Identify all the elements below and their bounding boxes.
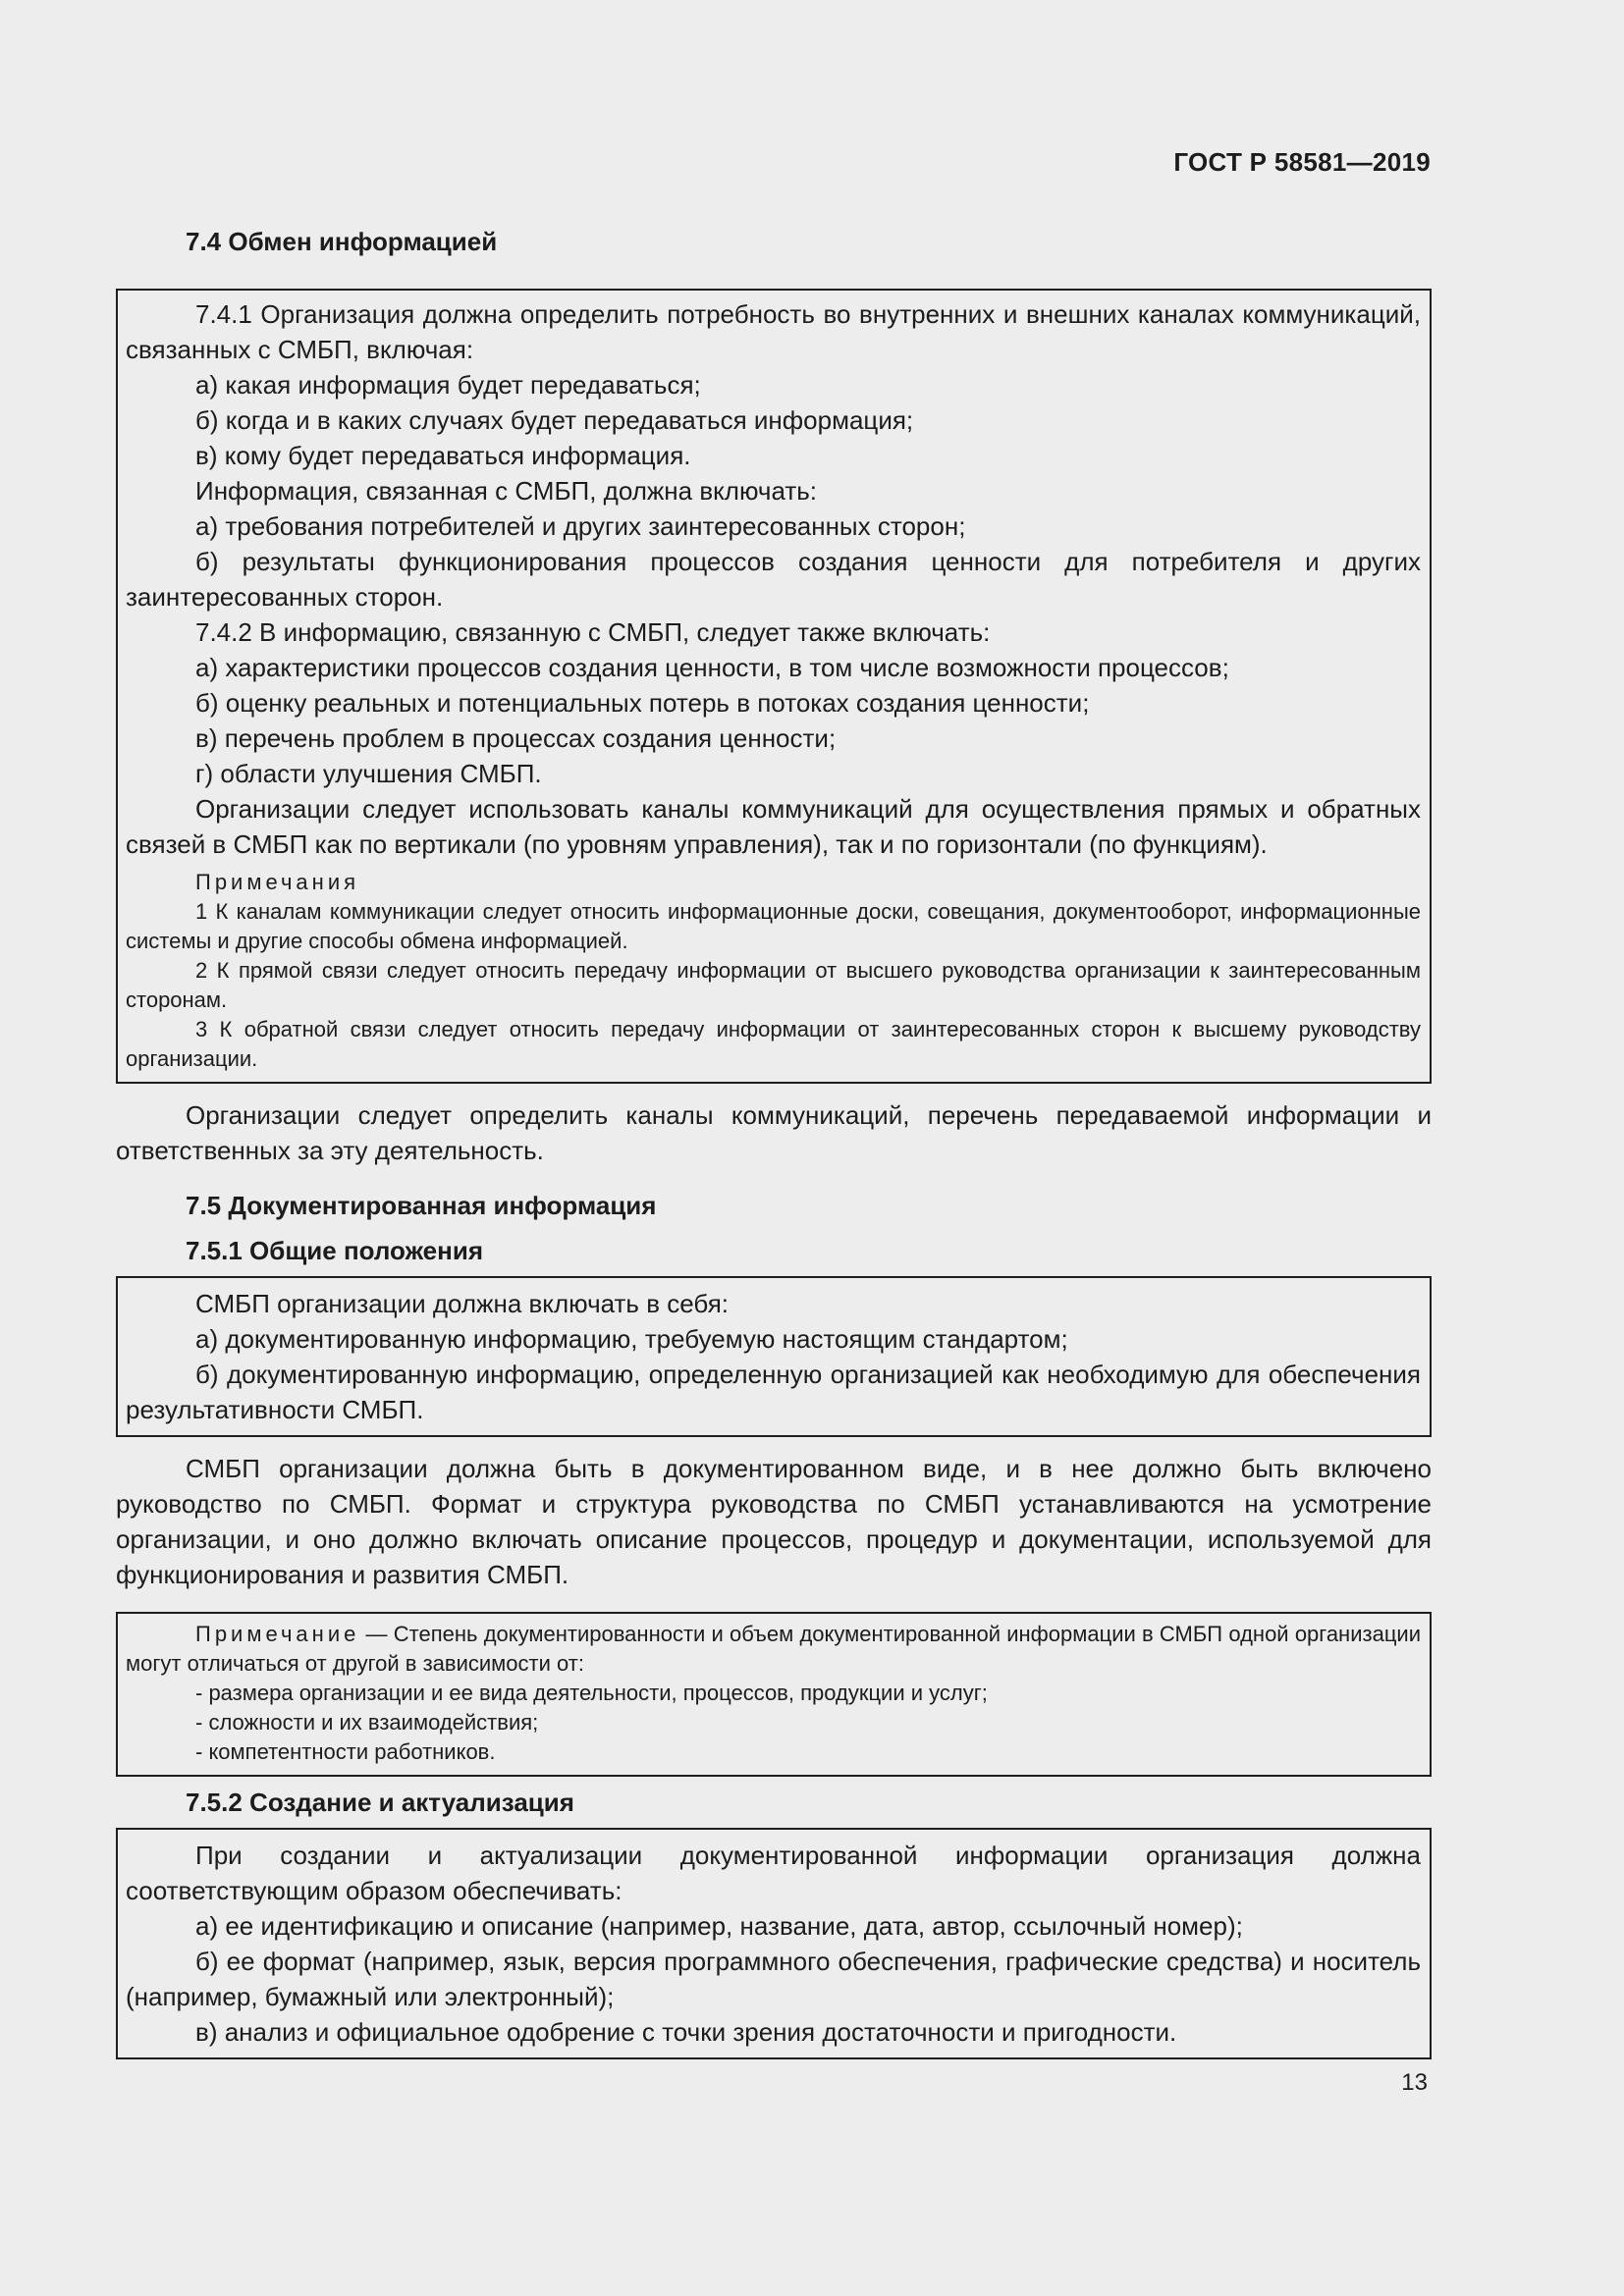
note-box [116,1612,1432,1777]
note-label: Примечание [195,1622,360,1646]
note-item: 2 К прямой связи следует относить передачу информации от высшего руководства организации к заинтересованным сторонам. [126,958,1421,1012]
paragraph-7-5-1-body: СМБП организации должна быть в документированном виде, и в нее должно быть включено руководство по СМБП. Формат и структура руководства по СМБП устанавливаются на усмотрение организации, и оно должно включать описание процессов, процедур и документации, используемой для функционирования и развития СМБП. [116,1454,1432,1589]
list-item: б) оценку реальных и потенциальных потерь в потоках создания ценности; [195,688,1090,718]
list-item: б) ее формат (например, язык, версия программного обеспечения, графические средства) и носитель (например, бумажный или электронный); [126,1947,1421,2011]
paragraph: Организации следует использовать каналы коммуникаций для осуществления прямых и обратных связей в СМБП как по вертикали (по уровням управления), так и по горизонтали (по функциям). [126,794,1421,859]
dash-item: - размера организации и ее вида деятельности, процессов, продукции и услуг; [195,1681,988,1705]
list-item: а) характеристики процессов создания ценности, в том числе возможности процессов; [195,653,1229,682]
list-item: а) требования потребителей и других заинтересованных сторон; [195,511,966,541]
list-item: в) кому будет передаваться информация. [195,441,691,470]
notes-title: Примечания [195,870,360,894]
dash-item: - сложности и их взаимодействия; [195,1710,539,1735]
section-7-5-2-heading: 7.5.2 Создание и актуализация [186,1788,574,1817]
dash-item: - компетентности работников. [195,1739,496,1764]
list-item: г) области улучшения СМБП. [195,759,542,788]
page-content [116,224,1432,2059]
section-7-5-heading: 7.5 Документированная информация [186,1191,657,1220]
section-7-5-1-box [116,1276,1432,1437]
section-7-5-2-box [116,1828,1432,2059]
note-paragraph [126,1620,1421,1679]
list-item: в) перечень проблем в процессах создания ценности; [195,723,837,753]
paragraph-7-4-2: 7.4.2 В информацию, связанную с СМБП, следует также включать: [195,617,991,647]
paragraph: При создании и актуализации документированной информации организация должна соответствующим образом обеспечивать: [126,1841,1421,1905]
note-item: 3 К обратной связи следует относить передачу информации от заинтересованных сторон к высшему руководству организации. [126,1017,1421,1071]
paragraph: СМБП организации должна включать в себя: [195,1289,730,1318]
list-item: а) ее идентификацию и описание (например, название, дата, автор, ссылочный номер); [195,1911,1243,1941]
note-text: — Степень документированности и объем документированной информации в СМБП одной организации могут отличаться от другой в зависимости от: [126,1622,1421,1676]
section-7-5-1-heading: 7.5.1 Общие положения [186,1236,483,1265]
page-number: 13 [1401,2069,1428,2096]
paragraph-after-7-4: Организации следует определить каналы коммуникаций, перечень передаваемой информации и ответственных за эту деятельность. [116,1100,1432,1165]
section-7-4-heading: 7.4 Обмен информацией [186,227,498,256]
paragraph-7-4-1: 7.4.1 Организация должна определить потребность во внутренних и внешних каналах коммуникаций, связанных с СМБП, включая: [126,299,1421,364]
note-item: 1 К каналам коммуникации следует относить информационные доски, совещания, документооборот, информационные системы и другие способы обмена информацией. [126,899,1421,953]
paragraph: Информация, связанная с СМБП, должна включать: [195,476,818,506]
list-item: а) документированную информацию, требуемую настоящим стандартом; [195,1324,1068,1354]
section-7-4-box [116,289,1432,1084]
document-code: ГОСТ Р 58581—2019 [1173,147,1431,177]
list-item: а) какая информация будет передаваться; [195,370,701,400]
list-item: в) анализ и официальное одобрение с точки зрения достаточности и пригодности. [195,2017,1177,2047]
list-item: б) результаты функционирования процессов создания ценности для потребителя и других заинтересованных сторон. [126,547,1421,612]
list-item: б) когда и в каких случаях будет передаваться информация; [195,405,914,435]
list-item: б) документированную информацию, определенную организацией как необходимую для обеспечения результативности СМБП. [126,1360,1421,1424]
